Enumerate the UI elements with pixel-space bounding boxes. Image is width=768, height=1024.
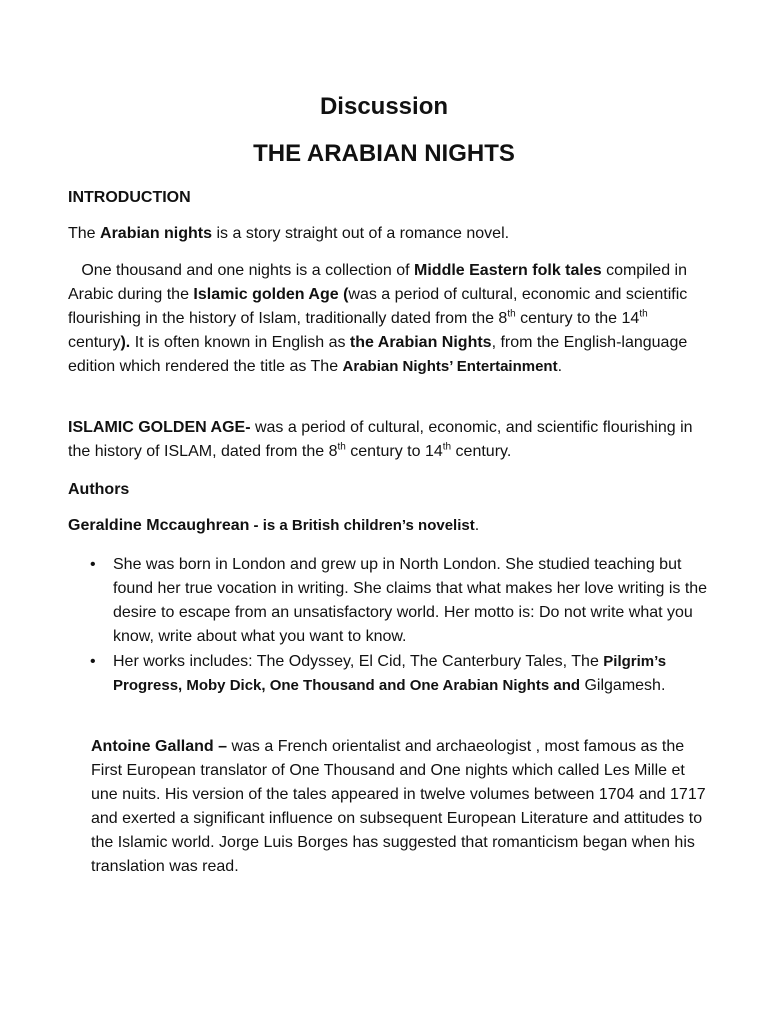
author-bullet-list [68,553,708,698]
golden-age-paragraph: ISLAMIC GOLDEN AGE- was a period of cultural, economic, and scientific flourishing in the history of ISLAM, dated from the 8th century to 14th century. [68,419,693,460]
author-galland-paragraph: Antoine Galland – was a French orientalist and archaeologist , most famous as the First European translator of One Thousand and One nights which called Les Mille et une nuits. His version of the tales appeared in twelve volumes between 1704 and 1717 and exerted a significant influence on subsequent European Literature and attitudes to the Islamic world. Jorge Luis Borges has suggested that romanticism began when his translation was read. [91,738,706,875]
list-item: • Her works includes: The Odyssey, El Cid, The Canterbury Tales, The Pilgrim’s Progress, Moby Dick, One Thousand and One Arabian Nights and Gilgamesh. [68,650,708,698]
section-heading-introduction: INTRODUCTION [68,189,191,206]
author-geraldine-line: Geraldine Mccaughrean - is a British children’s novelist. [68,517,480,534]
bullet-icon: • [90,653,96,670]
document-title: THE ARABIAN NIGHTS [253,140,515,167]
section-heading-authors: Authors [68,481,130,498]
intro-paragraph-2: One thousand and one nights is a collection of Middle Eastern folk tales compiled in Arabic during the Islamic golden Age (was a period of cultural, economic and scientific flourishing in the history of Islam, traditionally dated from the 8th century to the 14th century). It is often known in English as the Arabian Nights, from the English-language edition which rendered the title as The Arabian Nights’ Entertainment. [68,262,692,375]
intro-paragraph-1: The Arabian nights is a story straight out of a romance novel. [68,225,510,242]
list-item: • She was born in London and grew up in North London. She studied teaching but found her true vocation in writing. She claims that what makes her love writing is the desire to escape from an unsatisfactory world. Her motto is: Do not write what you know, write about what you want to know. [68,553,708,649]
page-heading: Discussion [319,93,449,120]
bullet-icon: • [90,556,96,573]
